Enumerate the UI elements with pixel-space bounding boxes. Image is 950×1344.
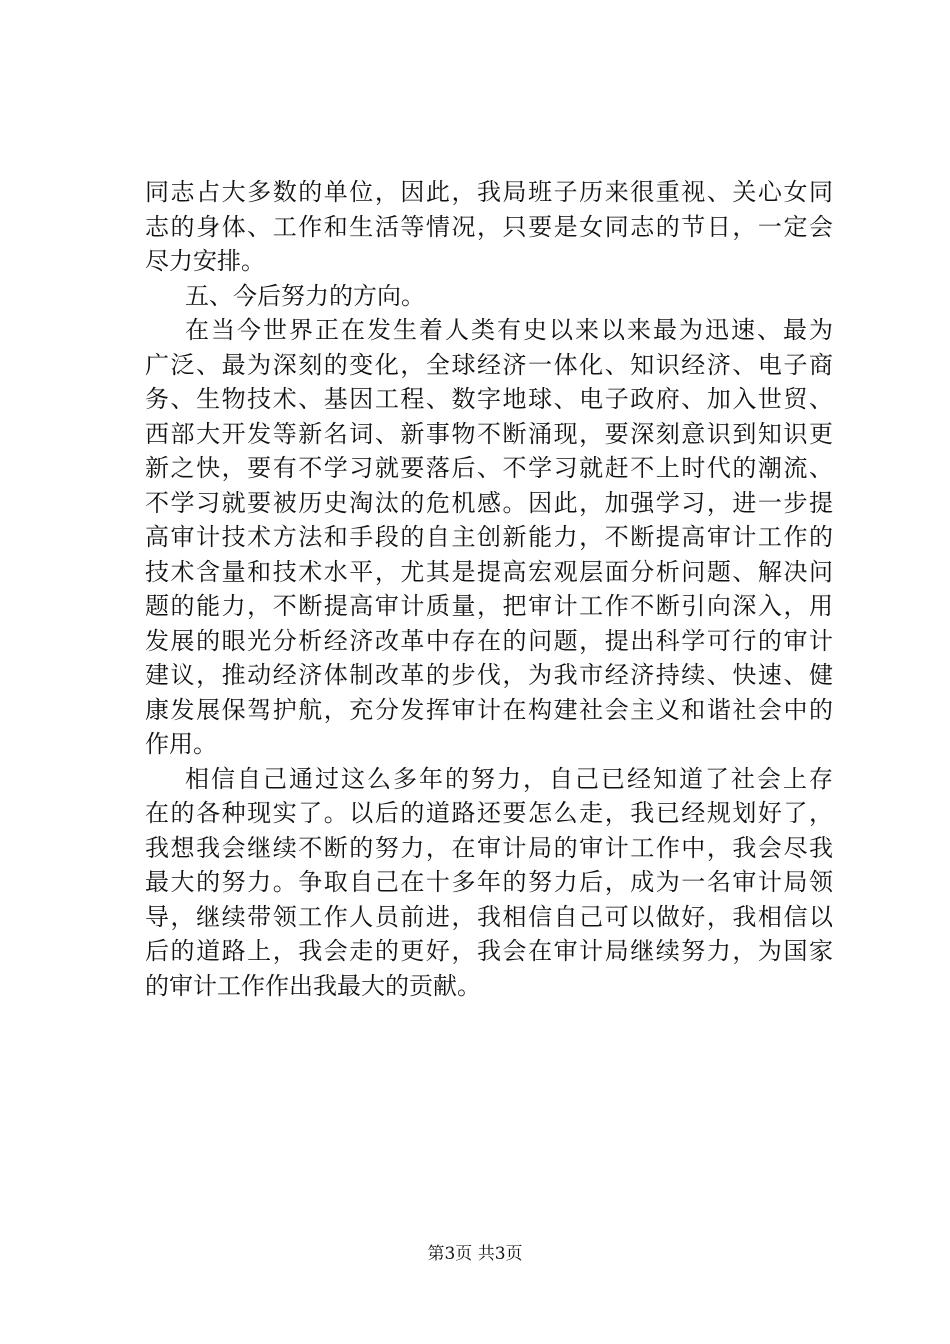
text-line: 在的各种现实了。以后的道路还要怎么走，我已经规划好了， [145, 799, 833, 827]
text-line: 相信自己通过这么多年的努力，自己已经知道了社会上存 [185, 764, 833, 793]
text-line: 我想我会继续不断的努力，在审计局的审计工作中，我会尽我 [145, 833, 833, 862]
text-line: 广泛、最为深刻的变化，全球经济一体化、知识经济、电子商 [145, 350, 833, 379]
section-heading: 五、今后努力的方向。 [185, 281, 425, 310]
text-line: 西部大开发等新名词、新事物不断涌现，要深刻意识到知识更 [145, 419, 833, 448]
text-line: 同志占大多数的单位，因此，我局班子历来很重视、关心女同 [145, 178, 833, 206]
text-line: 高审计技术方法和手段的自主创新能力，不断提高审计工作的 [145, 523, 833, 551]
text-line: 最大的努力。争取自己在十多年的努力后，成为一名审计局领 [145, 868, 833, 896]
text-line: 务、生物技术、基因工程、数字地球、电子政府、加入世贸、 [145, 385, 833, 413]
text-line: 在当今世界正在发生着人类有史以来以来最为迅速、最为 [185, 316, 833, 344]
text-line: 发展的眼光分析经济改革中存在的问题，提出科学可行的审计 [145, 626, 833, 655]
text-line: 导，继续带领工作人员前进，我相信自己可以做好，我相信以 [145, 902, 833, 931]
document-body [145, 175, 833, 1003]
text-line: 的审计工作作出我最大的贡献。 [145, 971, 481, 1000]
text-line: 新之快，要有不学习就要落后、不学习就赶不上时代的潮流、 [145, 454, 833, 482]
text-line: 作用。 [145, 730, 217, 758]
text-line: 建议，推动经济体制改革的步伐，为我市经济持续、快速、健 [145, 661, 833, 689]
text-line: 不学习就要被历史淘汰的危机感。因此，加强学习，进一步提 [145, 488, 833, 517]
text-line: 题的能力，不断提高审计质量，把审计工作不断引向深入，用 [145, 592, 833, 620]
text-line: 技术含量和技术水平，尤其是提高宏观层面分析问题、解决问 [145, 557, 833, 586]
text-line: 康发展保驾护航，充分发挥审计在构建社会主义和谐社会中的 [145, 695, 833, 724]
text-line: 后的道路上，我会走的更好，我会在审计局继续努力，为国家 [145, 937, 833, 965]
page-number-footer: 第3页 共3页 [427, 1244, 523, 1264]
text-line: 志的身体、工作和生活等情况，只要是女同志的节日，一定会 [145, 212, 833, 241]
text-line: 尽力安排。 [145, 247, 265, 275]
